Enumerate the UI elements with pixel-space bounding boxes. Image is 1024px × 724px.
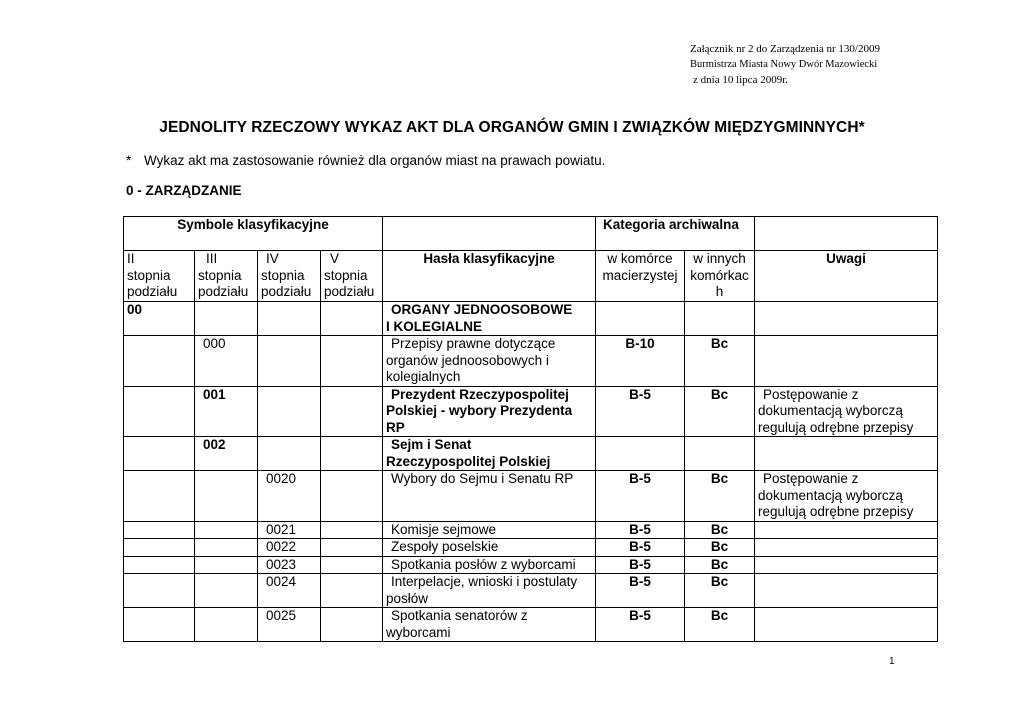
category-other-units-cell: Bc xyxy=(685,386,755,437)
symbol-level-iii-cell: 001 xyxy=(195,386,258,437)
symbol-level-iv-cell xyxy=(258,336,321,387)
entry-line: posłów xyxy=(386,590,429,606)
remark-line: regulują odrębne przepisy xyxy=(758,419,914,435)
symbol-level-v-cell xyxy=(321,336,383,387)
symbol-level-ii-cell xyxy=(124,471,195,522)
table-row xyxy=(124,302,938,336)
remarks-cell xyxy=(755,437,938,471)
category-other-units-cell: Bc xyxy=(685,608,755,642)
category-parent-unit-cell xyxy=(596,302,685,336)
table-row xyxy=(124,386,938,437)
header-remarks: Uwagi xyxy=(755,251,938,302)
symbol-level-iii-cell xyxy=(195,539,258,557)
symbol-level-v-cell xyxy=(321,539,383,557)
footnote-note xyxy=(126,153,605,168)
entry-line: Spotkania posłów z wyborcami xyxy=(391,556,576,572)
symbol-level-iv-cell: 0025 xyxy=(258,608,321,642)
symbol-level-v-cell xyxy=(321,608,383,642)
archive-category-header: Kategoria archiwalna xyxy=(596,217,755,251)
symbol-level-iv-cell xyxy=(258,437,321,471)
header-blank-cell xyxy=(755,217,938,251)
symbol-level-ii-cell xyxy=(124,556,195,574)
header-blank-cell xyxy=(383,217,596,251)
header-parent-unit xyxy=(596,251,685,302)
table-row xyxy=(124,608,938,642)
classification-entry-cell xyxy=(383,471,596,522)
header-line: komórkac xyxy=(690,267,749,283)
symbol-level-iii-cell xyxy=(195,521,258,539)
header-line: III xyxy=(206,251,218,266)
symbol-level-ii-cell xyxy=(124,386,195,437)
header-line: h xyxy=(715,284,724,299)
remark-line: Postępowanie z xyxy=(763,386,859,402)
entry-line: organów jednoosobowych i xyxy=(386,352,549,368)
remark-line: dokumentacją wyborczą xyxy=(758,487,903,503)
symbol-level-ii-cell xyxy=(124,539,195,557)
symbol-level-ii-cell xyxy=(124,437,195,471)
classification-entry-cell xyxy=(383,608,596,642)
entry-line: kolegialnych xyxy=(386,369,461,384)
classification-entry-cell xyxy=(383,556,596,574)
entry-line: Wybory do Sejmu i Senatu RP xyxy=(391,471,574,486)
category-other-units-cell: Bc xyxy=(685,471,755,522)
symbol-level-ii-cell xyxy=(124,521,195,539)
remarks-cell xyxy=(755,386,938,437)
classification-entry-cell xyxy=(383,539,596,557)
table-row xyxy=(124,521,938,539)
header-line: II xyxy=(127,251,135,266)
symbol-level-v-cell xyxy=(321,437,383,471)
classification-entry-cell xyxy=(383,437,596,471)
symbol-level-iii-cell xyxy=(195,574,258,608)
entry-line: I KOLEGIALNE xyxy=(386,318,483,334)
table-header-row-2 xyxy=(124,251,938,302)
remark-line: regulują odrębne przepisy xyxy=(758,504,914,519)
category-parent-unit-cell: B-5 xyxy=(596,386,685,437)
symbol-level-ii-cell: 00 xyxy=(124,302,195,336)
header-line: macierzystej xyxy=(602,267,678,283)
category-parent-unit-cell: B-5 xyxy=(596,471,685,522)
category-other-units-cell: Bc xyxy=(685,556,755,574)
section-heading: 0 - ZARZĄDZANIE xyxy=(126,183,242,198)
header-attachment-line: Załącznik nr 2 do Zarządzenia nr 130/2009 xyxy=(690,43,880,55)
category-parent-unit-cell: B-5 xyxy=(596,608,685,642)
remarks-cell xyxy=(755,574,938,608)
header-level-iii xyxy=(195,251,258,302)
category-parent-unit-cell: B-10 xyxy=(596,336,685,387)
symbols-header: Symbole klasyfikacyjne xyxy=(124,217,383,251)
remarks-cell xyxy=(755,556,938,574)
header-line: stopnia xyxy=(324,267,368,283)
symbol-level-iv-cell: 0024 xyxy=(258,574,321,608)
classification-table xyxy=(123,216,938,642)
table-row xyxy=(124,471,938,522)
remark-line: dokumentacją wyborczą xyxy=(758,403,903,418)
classification-entry-cell xyxy=(383,302,596,336)
entry-line: Polskiej - wybory Prezydenta xyxy=(386,403,573,418)
table-body xyxy=(124,217,938,642)
remarks-cell xyxy=(755,302,938,336)
asterisk-marker: * xyxy=(126,153,132,168)
category-other-units-cell: Bc xyxy=(685,574,755,608)
table-header-row-1 xyxy=(124,217,938,251)
header-line: stopnia xyxy=(261,267,305,283)
category-parent-unit-cell: B-5 xyxy=(596,556,685,574)
symbol-level-ii-cell xyxy=(124,574,195,608)
remarks-cell xyxy=(755,471,938,522)
page-number: 1 xyxy=(889,656,895,667)
header-line: podziału xyxy=(198,284,249,299)
category-other-units-cell: Bc xyxy=(685,521,755,539)
header-issuer-line: Burmistrza Miasta Nowy Dwór Mazowiecki xyxy=(690,59,878,70)
remark-line: Postępowanie z xyxy=(763,471,859,486)
entry-line: RP xyxy=(386,419,405,435)
classification-entry-cell xyxy=(383,521,596,539)
classification-entry-cell xyxy=(383,336,596,387)
symbol-level-iii-cell: 000 xyxy=(195,336,258,387)
symbol-level-iii-cell xyxy=(195,471,258,522)
category-parent-unit-cell: B-5 xyxy=(596,521,685,539)
header-line: IV xyxy=(266,251,279,266)
header-line: w innych xyxy=(693,251,746,266)
entry-line: Zespoły poselskie xyxy=(391,539,499,554)
symbol-level-iv-cell: 0022 xyxy=(258,539,321,557)
symbol-level-ii-cell xyxy=(124,608,195,642)
header-line: V xyxy=(330,251,340,266)
entry-line: Komisje sejmowe xyxy=(391,521,497,537)
symbol-level-v-cell xyxy=(321,386,383,437)
category-parent-unit-cell: B-5 xyxy=(596,574,685,608)
category-other-units-cell xyxy=(685,302,755,336)
symbol-level-iv-cell: 0021 xyxy=(258,521,321,539)
header-level-v xyxy=(321,251,383,302)
header-level-ii xyxy=(124,251,195,302)
symbol-level-v-cell xyxy=(321,556,383,574)
symbol-level-iv-cell xyxy=(258,386,321,437)
symbol-level-iii-cell xyxy=(195,556,258,574)
header-date-line: z dnia 10 lipca 2009r. xyxy=(693,74,789,86)
header-line: podziału xyxy=(261,284,312,299)
remarks-cell xyxy=(755,336,938,387)
entry-line: Interpelacje, wnioski i postulaty xyxy=(391,574,578,589)
table-row xyxy=(124,336,938,387)
classification-entry-cell xyxy=(383,386,596,437)
header-other-units xyxy=(685,251,755,302)
classification-entry-cell xyxy=(383,574,596,608)
remarks-cell xyxy=(755,539,938,557)
symbol-level-ii-cell xyxy=(124,336,195,387)
category-parent-unit-cell: B-5 xyxy=(596,539,685,557)
header-line: w komórce xyxy=(607,251,673,266)
category-other-units-cell: Bc xyxy=(685,336,755,387)
header-level-iv xyxy=(258,251,321,302)
table-row xyxy=(124,539,938,557)
entry-line: Rzeczypospolitej Polskiej xyxy=(386,453,551,469)
entry-line: Sejm i Senat xyxy=(391,437,472,452)
symbol-level-iii-cell xyxy=(195,302,258,336)
header-line: stopnia xyxy=(198,267,242,283)
entry-line: Przepisy prawne dotyczące xyxy=(391,336,556,351)
footnote-text: Wykaz akt ma zastosowanie również dla organów miast na prawach powiatu. xyxy=(144,153,606,168)
remarks-cell xyxy=(755,521,938,539)
symbol-level-v-cell xyxy=(321,471,383,522)
category-parent-unit-cell xyxy=(596,437,685,471)
header-line: podziału xyxy=(324,284,375,299)
entry-line: Spotkania senatorów z xyxy=(391,608,528,623)
symbol-level-iv-cell: 0020 xyxy=(258,471,321,522)
header-line: stopnia xyxy=(127,267,171,283)
symbol-level-iv-cell xyxy=(258,302,321,336)
symbol-level-v-cell xyxy=(321,574,383,608)
symbol-level-iii-cell: 002 xyxy=(195,437,258,471)
symbol-level-iv-cell: 0023 xyxy=(258,556,321,574)
symbol-level-v-cell xyxy=(321,521,383,539)
symbol-level-iii-cell xyxy=(195,608,258,642)
symbol-level-v-cell xyxy=(321,302,383,336)
remarks-cell xyxy=(755,608,938,642)
header-classification-entries: Hasła klasyfikacyjne xyxy=(383,251,596,302)
table-row xyxy=(124,556,938,574)
entry-line: Prezydent Rzeczypospolitej xyxy=(391,386,569,402)
entry-line: wyborcami xyxy=(386,624,451,640)
entry-line: ORGANY JEDNOOSOBOWE xyxy=(391,302,573,317)
document-title: JEDNOLITY RZECZOWY WYKAZ AKT DLA ORGANÓW GMIN I ZWIĄZKÓW MIĘDZYGMINNYCH* xyxy=(159,119,865,136)
table-row xyxy=(124,574,938,608)
category-other-units-cell xyxy=(685,437,755,471)
header-line: podziału xyxy=(127,284,178,299)
table-row xyxy=(124,437,938,471)
category-other-units-cell: Bc xyxy=(685,539,755,557)
